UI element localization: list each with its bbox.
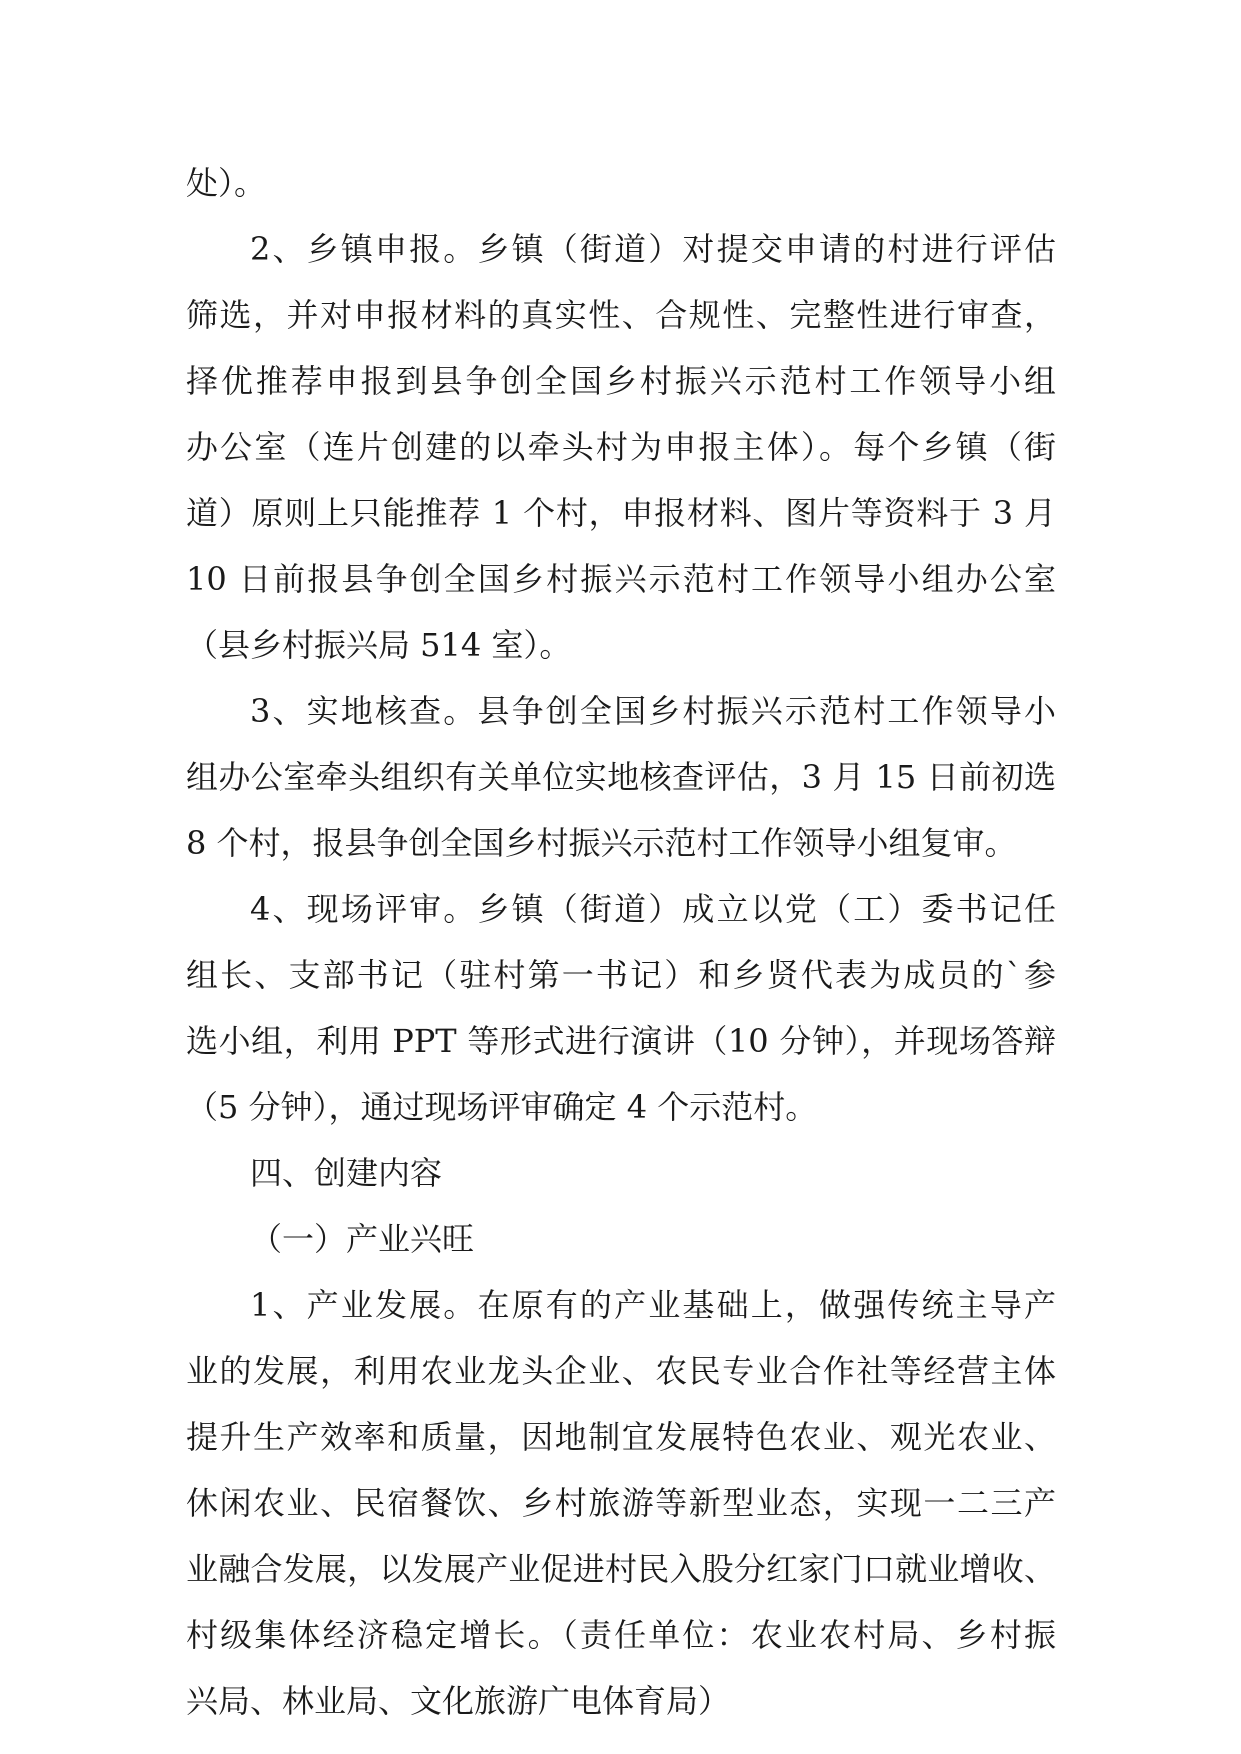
text-line: 8 个村，报县争创全国乡村振兴示范村工作领导小组复审。	[186, 824, 1017, 862]
text-line: 道）原则上只能推荐 1 个村，申报材料、图片等资料于 3 月	[186, 494, 1056, 532]
text-line: 四、创建内容	[250, 1154, 443, 1192]
text-line: 处）。	[186, 164, 267, 202]
text-line: 选小组，利用 PPT 等形式进行演讲（10 分钟），并现场答辩	[186, 1022, 1056, 1060]
document-body	[186, 150, 1056, 1734]
text-line: 休闲农业、民宿餐饮、乡村旅游等新型业态，实现一二三产	[186, 1484, 1056, 1522]
text-line: （县乡村振兴局 514 室）。	[186, 626, 572, 664]
text-line: 2、乡镇申报。乡镇（街道）对提交申请的村进行评估	[250, 230, 1056, 268]
text-line: 村级集体经济稳定增长。（责任单位：农业农村局、乡村振	[186, 1616, 1056, 1654]
text-line: 提升生产效率和质量，因地制宜发展特色农业、观光农业、	[186, 1418, 1056, 1456]
text-line: （5 分钟），通过现场评审确定 4 个示范村。	[186, 1088, 818, 1126]
text-line: 业的发展，利用农业龙头企业、农民专业合作社等经营主体	[186, 1352, 1056, 1390]
text-line: 3、实地核查。县争创全国乡村振兴示范村工作领导小	[250, 692, 1056, 730]
text-line: 4、现场评审。乡镇（街道）成立以党（工）委书记任	[250, 890, 1056, 928]
text-line: 10 日前报县争创全国乡村振兴示范村工作领导小组办公室	[186, 560, 1056, 598]
text-line: （一）产业兴旺	[250, 1220, 475, 1258]
text-line: 兴局、林业局、文化旅游广电体育局）	[186, 1682, 731, 1720]
text-line: 1、产业发展。在原有的产业基础上，做强传统主导产	[250, 1286, 1056, 1324]
text-line: 组长、支部书记（驻村第一书记）和乡贤代表为成员的`参	[186, 956, 1056, 994]
text-line: 择优推荐申报到县争创全国乡村振兴示范村工作领导小组	[186, 362, 1056, 400]
text-line: 组办公室牵头组织有关单位实地核查评估，3 月 15 日前初选	[186, 758, 1056, 796]
text-line: 办公室（连片创建的以牵头村为申报主体）。每个乡镇（街	[186, 428, 1056, 466]
text-line: 业融合发展，以发展产业促进村民入股分红家门口就业增收、	[186, 1550, 1056, 1588]
text-line: 筛选，并对申报材料的真实性、合规性、完整性进行审查，	[186, 296, 1056, 334]
